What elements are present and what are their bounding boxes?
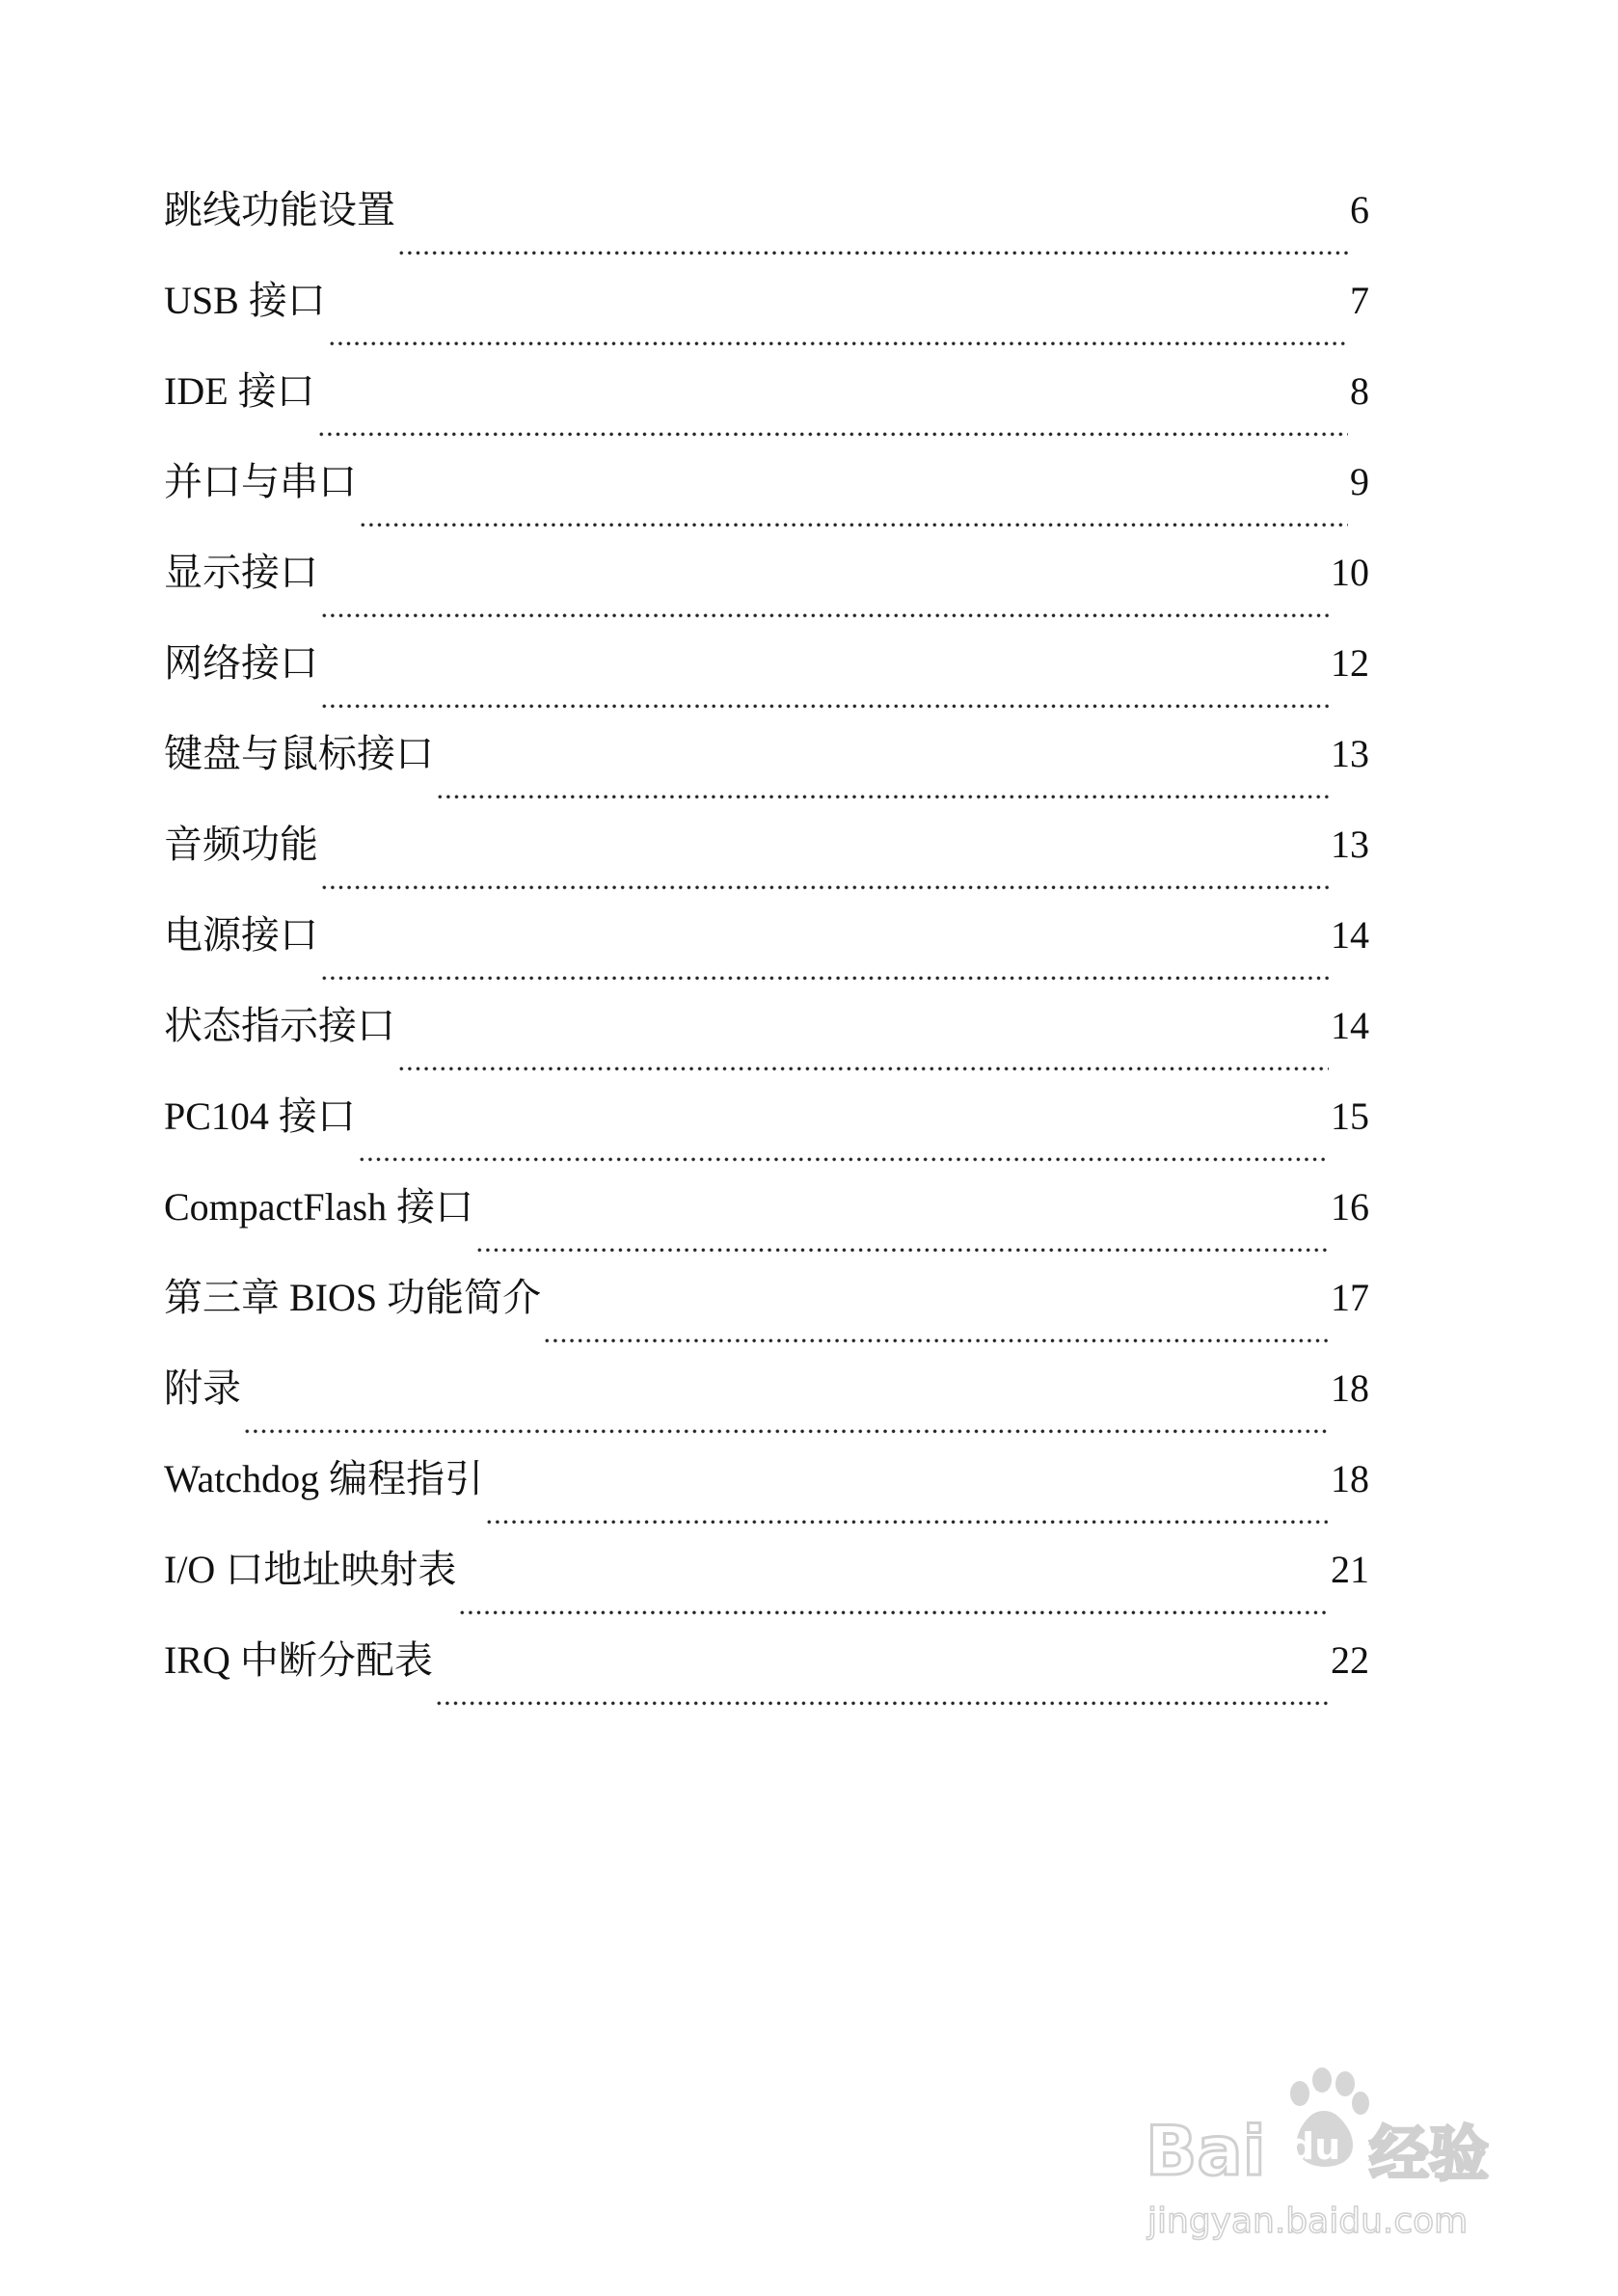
toc-dot-leader xyxy=(358,1121,1329,1163)
svg-text:jingyan.baidu.com: jingyan.baidu.com xyxy=(1147,2201,1469,2241)
toc-entry[interactable] xyxy=(164,1632,1369,1722)
toc-entry[interactable] xyxy=(164,816,1369,906)
toc-dot-leader xyxy=(485,1483,1329,1526)
toc-entry[interactable] xyxy=(164,1269,1369,1360)
toc-entry-title: IRQ 中断分配表 xyxy=(164,1638,433,1682)
toc-entry[interactable] xyxy=(164,363,1369,453)
svg-text:Bai: Bai xyxy=(1146,2112,1266,2191)
baidu-jingyan-watermark xyxy=(1146,2059,1551,2252)
toc-dot-leader xyxy=(435,1664,1329,1707)
toc-entry-page-number: 13 xyxy=(1331,732,1369,775)
toc-entry-page-number: 17 xyxy=(1331,1276,1369,1319)
toc-entry-title: USB 接口 xyxy=(164,279,326,322)
toc-entry-page-number: 14 xyxy=(1331,913,1369,957)
toc-dot-leader xyxy=(543,1302,1329,1344)
toc-dot-leader xyxy=(458,1574,1329,1616)
toc-entry-title: 状态指示接口 xyxy=(164,1004,395,1047)
toc-entry-page-number: 9 xyxy=(1350,460,1369,503)
toc-dot-leader xyxy=(320,577,1329,619)
toc-entry-title: 附录 xyxy=(164,1366,241,1410)
toc-entry-title: 并口与串口 xyxy=(164,460,357,503)
toc-dot-leader xyxy=(320,939,1329,982)
toc-entry-page-number: 15 xyxy=(1331,1094,1369,1138)
toc-entry[interactable] xyxy=(164,906,1369,997)
toc-entry[interactable] xyxy=(164,1178,1369,1269)
toc-entry-page-number: 10 xyxy=(1331,551,1369,594)
svg-text:du: du xyxy=(1288,2125,1341,2168)
toc-entry-page-number: 8 xyxy=(1350,369,1369,413)
toc-entry-title: 网络接口 xyxy=(164,641,318,685)
toc-entry[interactable] xyxy=(164,453,1369,544)
toc-entry[interactable] xyxy=(164,544,1369,635)
toc-entry-title: 跳线功能设置 xyxy=(164,188,395,231)
toc-entry[interactable] xyxy=(164,635,1369,725)
toc-dot-leader xyxy=(320,849,1329,891)
toc-entry[interactable] xyxy=(164,1360,1369,1450)
toc-dot-leader xyxy=(243,1392,1329,1435)
toc-entry-page-number: 21 xyxy=(1331,1548,1369,1591)
toc-entry[interactable] xyxy=(164,725,1369,816)
toc-entry[interactable] xyxy=(164,1541,1369,1632)
toc-entry[interactable] xyxy=(164,1450,1369,1541)
toc-dot-leader xyxy=(397,214,1348,257)
toc-dot-leader xyxy=(328,305,1348,347)
toc-entry-title: CompactFlash 接口 xyxy=(164,1185,474,1229)
toc-entry[interactable] xyxy=(164,1088,1369,1178)
toc-entry-title: PC104 接口 xyxy=(164,1094,356,1138)
toc-entry[interactable] xyxy=(164,997,1369,1088)
toc-entry-page-number: 18 xyxy=(1331,1457,1369,1500)
toc-dot-leader xyxy=(359,486,1348,528)
toc-entry-title: 电源接口 xyxy=(164,913,318,957)
toc-entry-title: 键盘与鼠标接口 xyxy=(164,732,434,775)
toc-entry-page-number: 18 xyxy=(1331,1366,1369,1410)
toc-dot-leader xyxy=(317,395,1348,438)
table-of-contents xyxy=(164,181,1369,1722)
svg-text:经验: 经验 xyxy=(1369,2119,1490,2189)
toc-dot-leader xyxy=(436,758,1329,800)
toc-dot-leader xyxy=(320,667,1329,710)
toc-entry-title: 音频功能 xyxy=(164,823,318,866)
toc-entry-page-number: 22 xyxy=(1331,1638,1369,1682)
toc-entry-page-number: 14 xyxy=(1331,1004,1369,1047)
toc-entry[interactable] xyxy=(164,272,1369,363)
toc-entry-page-number: 6 xyxy=(1350,188,1369,231)
toc-entry-title: 第三章 BIOS 功能简介 xyxy=(164,1276,542,1319)
toc-entry-title: I/O 口地址映射表 xyxy=(164,1548,457,1591)
toc-entry-title: IDE 接口 xyxy=(164,369,315,413)
toc-dot-leader xyxy=(475,1211,1329,1254)
toc-entry-page-number: 12 xyxy=(1331,641,1369,685)
toc-dot-leader xyxy=(397,1030,1329,1072)
toc-entry-title: Watchdog 编程指引 xyxy=(164,1457,484,1500)
toc-entry-title: 显示接口 xyxy=(164,551,318,594)
toc-entry-page-number: 13 xyxy=(1331,823,1369,866)
toc-entry[interactable] xyxy=(164,181,1369,272)
baidu-logo-icon xyxy=(1146,2059,1551,2252)
toc-entry-page-number: 16 xyxy=(1331,1185,1369,1229)
toc-entry-page-number: 7 xyxy=(1350,279,1369,322)
